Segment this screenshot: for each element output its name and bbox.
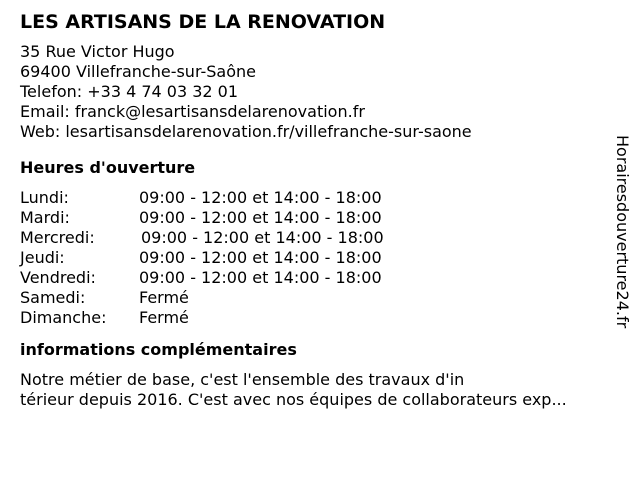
opening-hours-title: Heures d'ouverture xyxy=(20,158,196,177)
hours-day: Jeudi: xyxy=(20,248,65,267)
hours-row-tuesday xyxy=(20,208,605,228)
hours-value: 09:00 - 12:00 et 14:00 - 18:00 xyxy=(141,228,384,247)
business-name: LES ARTISANS DE LA RENOVATION xyxy=(20,11,386,33)
hours-row-friday xyxy=(20,268,605,288)
additional-info-line: Notre métier de base, c'est l'ensemble des travaux d'in xyxy=(20,370,465,389)
hours-day: Mercredi: xyxy=(20,228,95,247)
address-city: 69400 Villefranche-sur-Saône xyxy=(20,62,257,81)
side-watermark-brand: Horairesdouverture24.fr xyxy=(613,135,632,329)
hours-row-monday xyxy=(20,188,605,208)
additional-info-line: térieur depuis 2016. C'est avec nos équipes de collaborateurs exp... xyxy=(20,390,567,409)
additional-info-text xyxy=(20,370,605,410)
hours-value: 09:00 - 12:00 et 14:00 - 18:00 xyxy=(139,208,382,227)
hours-day: Lundi: xyxy=(20,188,69,207)
hours-value: 09:00 - 12:00 et 14:00 - 18:00 xyxy=(139,188,382,207)
hours-row-wednesday xyxy=(20,228,605,248)
hours-day: Mardi: xyxy=(20,208,70,227)
hours-day: Dimanche: xyxy=(20,308,107,327)
additional-info-title: informations complémentaires xyxy=(20,340,297,359)
hours-day: Samedi: xyxy=(20,288,86,307)
address-street: 35 Rue Victor Hugo xyxy=(20,42,175,61)
opening-hours-table xyxy=(20,188,605,328)
hours-day: Vendredi: xyxy=(20,268,96,287)
hours-value: Fermé xyxy=(139,308,189,327)
hours-row-saturday xyxy=(20,288,605,308)
hours-value: Fermé xyxy=(139,288,189,307)
phone-number: Telefon: +33 4 74 03 32 01 xyxy=(20,82,239,101)
email-address: Email: franck@lesartisansdelarenovation.fr xyxy=(20,102,365,121)
hours-value: 09:00 - 12:00 et 14:00 - 18:00 xyxy=(139,268,382,287)
business-card xyxy=(20,10,605,410)
hours-value: 09:00 - 12:00 et 14:00 - 18:00 xyxy=(139,248,382,267)
website-url: Web: lesartisansdelarenovation.fr/villefranche-sur-saone xyxy=(20,122,472,141)
hours-row-sunday xyxy=(20,308,605,328)
hours-row-thursday xyxy=(20,248,605,268)
